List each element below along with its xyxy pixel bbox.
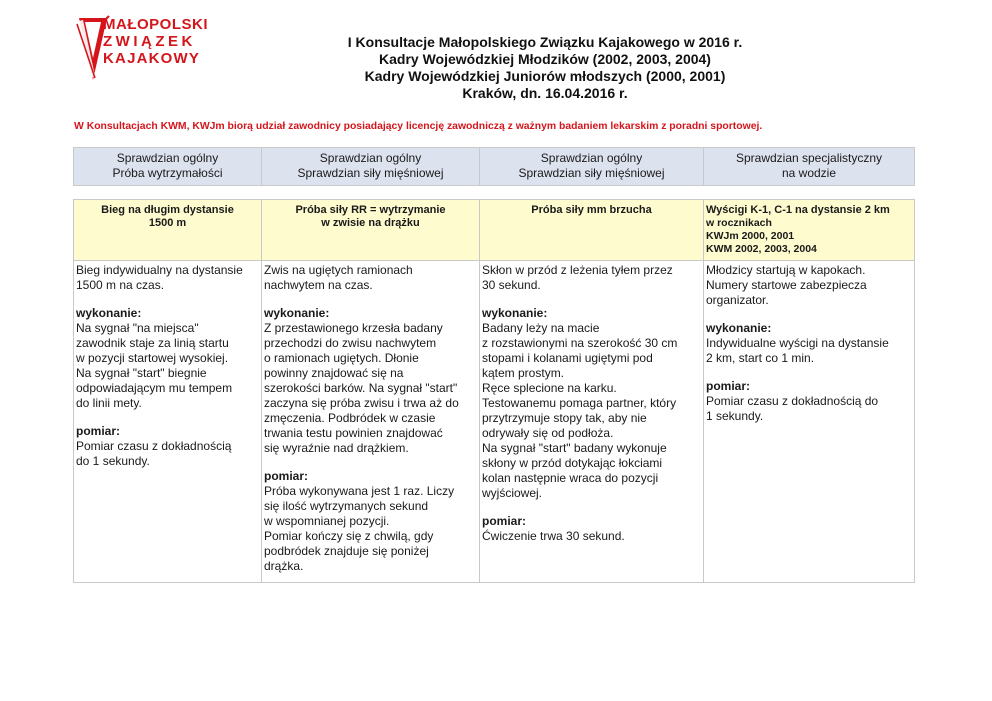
logo-wordmark xyxy=(103,16,208,67)
description-line: Zwis na ugiętych ramionach xyxy=(264,263,413,277)
category-subtitle: Sprawdzian siły mięśniowej xyxy=(297,166,444,180)
category-title: Sprawdzian ogólny xyxy=(116,151,219,165)
description-cell xyxy=(262,261,480,583)
test-detail: KWJm 2000, 2001 xyxy=(706,230,795,242)
measurement-line: podbródek znajduje się poniżej xyxy=(264,544,429,558)
execution-line: trwania testu powinien znajdować xyxy=(264,426,443,440)
logo-line-1: MAŁOPOLSKI xyxy=(103,16,208,33)
execution-line: kolan następnie wraca do pozycji xyxy=(482,471,659,485)
description-line: Młodzicy startują w kapokach. xyxy=(706,263,866,277)
execution-line: Na sygnał "start" badany wykonuje xyxy=(482,441,667,455)
execution-line: szerokości barków. Na sygnał "start" xyxy=(264,381,458,395)
description-line: nachwytem na czas. xyxy=(264,278,373,292)
execution-line: zaczyna się próba zwisu i trwa aż do xyxy=(264,396,459,410)
execution-line: przytrzymuje stopy tak, aby nie xyxy=(482,411,647,425)
execution-line: przechodzi do zwisu nachwytem xyxy=(264,336,437,350)
execution-label: wykonanie: xyxy=(482,306,548,320)
category-subtitle: Sprawdzian siły mięśniowej xyxy=(518,166,665,180)
execution-line: się wyraźnie nad drążkiem. xyxy=(264,441,409,455)
description-line: Skłon w przód z leżenia tyłem przez xyxy=(482,263,673,277)
execution-line: 2 km, start co 1 min. xyxy=(706,351,815,365)
description-cell xyxy=(74,261,262,583)
description-line: organizator. xyxy=(706,293,769,307)
execution-label: wykonanie: xyxy=(76,306,142,320)
header-title: I Konsultacje Małopolskiego Związku Kajakowego w 2016 r. xyxy=(347,34,743,50)
category-title: Sprawdzian ogólny xyxy=(319,151,422,165)
measurement-label: pomiar: xyxy=(264,469,309,483)
test-detail: w rocznikach xyxy=(706,217,772,229)
execution-line: skłony w przód dotykając łokciami xyxy=(482,456,663,470)
execution-line: Badany leży na macie xyxy=(482,321,600,335)
execution-line: stopami i kolanami ugiętymi pod xyxy=(482,351,653,365)
description-line: 1500 m na czas. xyxy=(76,278,165,292)
execution-line: Ręce splecione na karku. xyxy=(482,381,617,395)
description-cell xyxy=(480,261,704,583)
measurement-line: Ćwiczenie trwa 30 sekund. xyxy=(482,529,625,543)
execution-line: w pozycji startowej wysokiej. xyxy=(76,351,229,365)
test-name-cell xyxy=(262,200,480,263)
measurement-line: się ilość wytrzymanych sekund xyxy=(264,499,429,513)
measurement-line: Pomiar czasu z dokładnością do xyxy=(706,394,879,408)
execution-label: wykonanie: xyxy=(264,306,330,320)
category-cell xyxy=(262,148,480,186)
execution-line: kątem prostym. xyxy=(482,366,565,380)
description-line: 30 sekund. xyxy=(482,278,541,292)
test-name-row xyxy=(73,199,915,263)
measurement-line: Pomiar czasu z dokładnością xyxy=(76,439,232,453)
measurement-label: pomiar: xyxy=(706,379,751,393)
measurement-line: do 1 sekundy. xyxy=(76,454,150,468)
test-description-row xyxy=(73,260,915,583)
test-detail: w zwisie na drążku xyxy=(321,217,420,229)
category-title: Sprawdzian ogólny xyxy=(540,151,643,165)
measurement-label: pomiar: xyxy=(76,424,121,438)
test-name: Bieg na długim dystansie xyxy=(101,204,234,216)
document-header xyxy=(265,34,825,102)
test-detail: 1500 m xyxy=(148,217,187,229)
measurement-line: 1 sekundy. xyxy=(706,409,764,423)
header-line-3: Kadry Wojewódzkiej Juniorów młodszych (2000, 2001) xyxy=(364,68,726,84)
measurement-label: pomiar: xyxy=(482,514,527,528)
test-detail: KWM 2002, 2003, 2004 xyxy=(706,243,817,255)
execution-line: Na sygnał "na miejsca" xyxy=(76,321,199,335)
eligibility-notice: W Konsultacjach KWM, KWJm biorą udział zawodnicy posiadający licencję zawodniczą z ważnym badaniem lekarskim z poradni sportowej. xyxy=(74,121,763,132)
logo-line-3: KAJAKOWY xyxy=(103,50,201,67)
category-cell xyxy=(74,148,262,186)
test-name: Próba siły RR = wytrzymanie xyxy=(295,204,446,216)
execution-line: wyjściowej. xyxy=(482,486,543,500)
category-subtitle: Próba wytrzymałości xyxy=(112,166,223,180)
execution-line: Indywidualne wyścigi na dystansie xyxy=(706,336,889,350)
execution-line: powinny znajdować się na xyxy=(264,366,404,380)
description-line: Bieg indywidualny na dystansie xyxy=(76,263,243,277)
test-name: Wyścigi K-1, C-1 na dystansie 2 km xyxy=(706,204,890,216)
category-cell xyxy=(704,148,915,186)
execution-line: odrywały się od podłoża. xyxy=(482,426,614,440)
measurement-line: w wspomnianej pozycji. xyxy=(264,514,390,528)
measurement-line: Pomiar kończy się z chwilą, gdy xyxy=(264,529,434,543)
execution-line: zmęczenia. Podbródek w czasie xyxy=(264,411,436,425)
description-cell xyxy=(704,261,915,583)
header-line-2: Kadry Wojewódzkiej Młodzików (2002, 2003, 2004) xyxy=(379,51,711,67)
execution-line: o ramionach ugiętych. Dłonie xyxy=(264,351,419,365)
test-name: Próba siły mm brzucha xyxy=(531,204,652,216)
test-name-cell xyxy=(74,200,262,263)
description-line: Numery startowe zabezpiecza xyxy=(706,278,867,292)
category-header-row xyxy=(73,147,915,186)
measurement-line: drążka. xyxy=(264,559,304,573)
execution-line: zawodnik staje za linią startu xyxy=(76,336,229,350)
execution-line: odpowiadającym mu tempem xyxy=(76,381,233,395)
execution-line: z rozstawionymi na szerokość 30 cm xyxy=(482,336,678,350)
header-date: Kraków, dn. 16.04.2016 r. xyxy=(462,85,628,101)
category-subtitle: na wodzie xyxy=(781,166,837,180)
execution-line: Z przestawionego krzesła badany xyxy=(264,321,443,335)
execution-line: do linii mety. xyxy=(76,396,142,410)
logo-line-2: ZWIĄZEK xyxy=(103,33,196,50)
measurement-line: Próba wykonywana jest 1 raz. Liczy xyxy=(264,484,455,498)
execution-line: Na sygnał "start" biegnie xyxy=(76,366,207,380)
test-name-cell xyxy=(480,200,704,263)
category-cell xyxy=(480,148,704,186)
execution-label: wykonanie: xyxy=(706,321,772,335)
test-name-cell xyxy=(704,200,915,263)
execution-line: Testowanemu pomaga partner, który xyxy=(482,396,677,410)
category-title: Sprawdzian specjalistyczny xyxy=(735,151,883,165)
